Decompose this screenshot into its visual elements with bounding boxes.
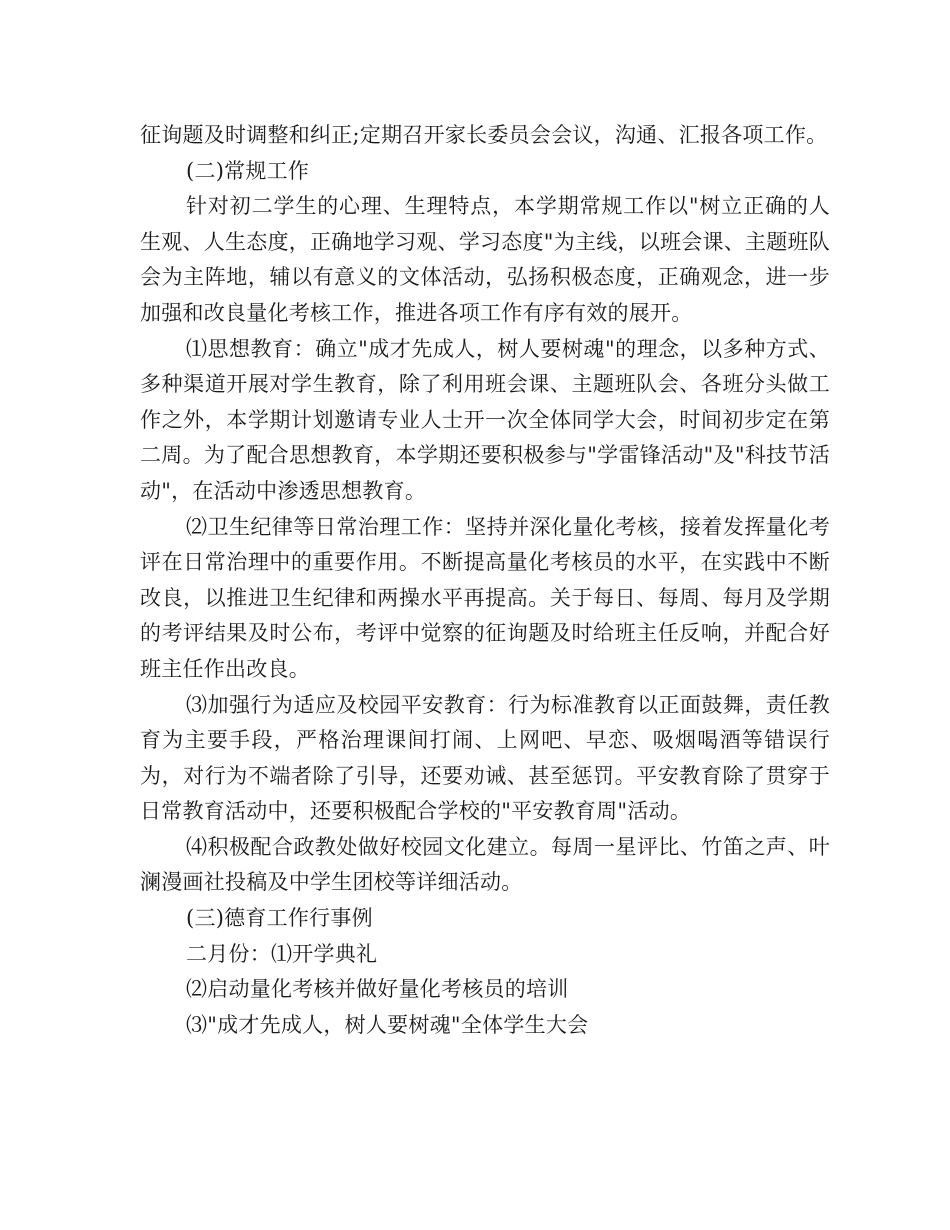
section-heading-routine-work: (二)常规工作 (186, 158, 310, 183)
paragraph-continuation: 征询题及时调整和纠正;定期召开家长委员会会议，沟通、汇报各项工作。 (140, 123, 828, 147)
schedule-item-february-3: ⑶"成才先成人，树人要树魂"全体学生大会 (186, 1012, 589, 1037)
section-heading-moral-schedule: (三)德育工作行事例 (186, 906, 373, 931)
paragraph-routine-work-intro: 针对初二学生的心理、生理特点，本学期常规工作以"树立正确的人生观、人生态度，正确地学习观、学习态度"为主线，以班会课、主题班队会为主阵地，辅以有意义的文体活动，弘扬积极态度，正确观念，进一步加强和改良量化考核工作，推进各项工作有序有效的展开。 (140, 194, 830, 325)
paragraph-hygiene-discipline: ⑵卫生纪律等日常治理工作：坚持并深化量化考核，接着发挥量化考评在日常治理中的重要作用。不断提高量化考核员的水平，在实践中不断改良，以推进卫生纪律和两操水平再提高。关于每日、每周、每月及学期的考评结果及时公布，考评中觉察的征询题及时给班主任反响，并配合好班主任作出改良。 (140, 514, 830, 681)
schedule-item-february-2: ⑵启动量化考核并做好量化考核员的培训 (186, 977, 569, 1002)
document-body (140, 118, 830, 1043)
paragraph-ideological-education: ⑴思想教育：确立"成才先成人，树人要树魂"的理念，以多种方式、多种渠道开展对学生教育，除了利用班会课、主题班队会、各班分头做工作之外，本学期计划邀请专业人士开一次全体同学大会，时间初步定在第二周。为了配合思想教育，本学期还要积极参与"学雷锋活动"及"科技节活动"，在活动中渗透思想教育。 (140, 336, 830, 503)
paragraph-campus-culture: ⑷积极配合政教处做好校园文化建立。每周一星评比、竹笛之声、叶澜漫画社投稿及中学生团校等详细活动。 (140, 834, 830, 895)
schedule-item-february-1: 二月份：⑴开学典礼 (186, 941, 378, 966)
paragraph-behavior-safety: ⑶加强行为适应及校园平安教育：行为标准教育以正面鼓舞，责任教育为主要手段，严格治理课间打闹、上网吧、早恋、吸烟喝酒等错误行为，对行为不端者除了引导，还要劝诫、甚至惩罚。平安教育除了贯穿于日常教育活动中，还要积极配合学校的"平安教育周"活动。 (140, 692, 830, 824)
